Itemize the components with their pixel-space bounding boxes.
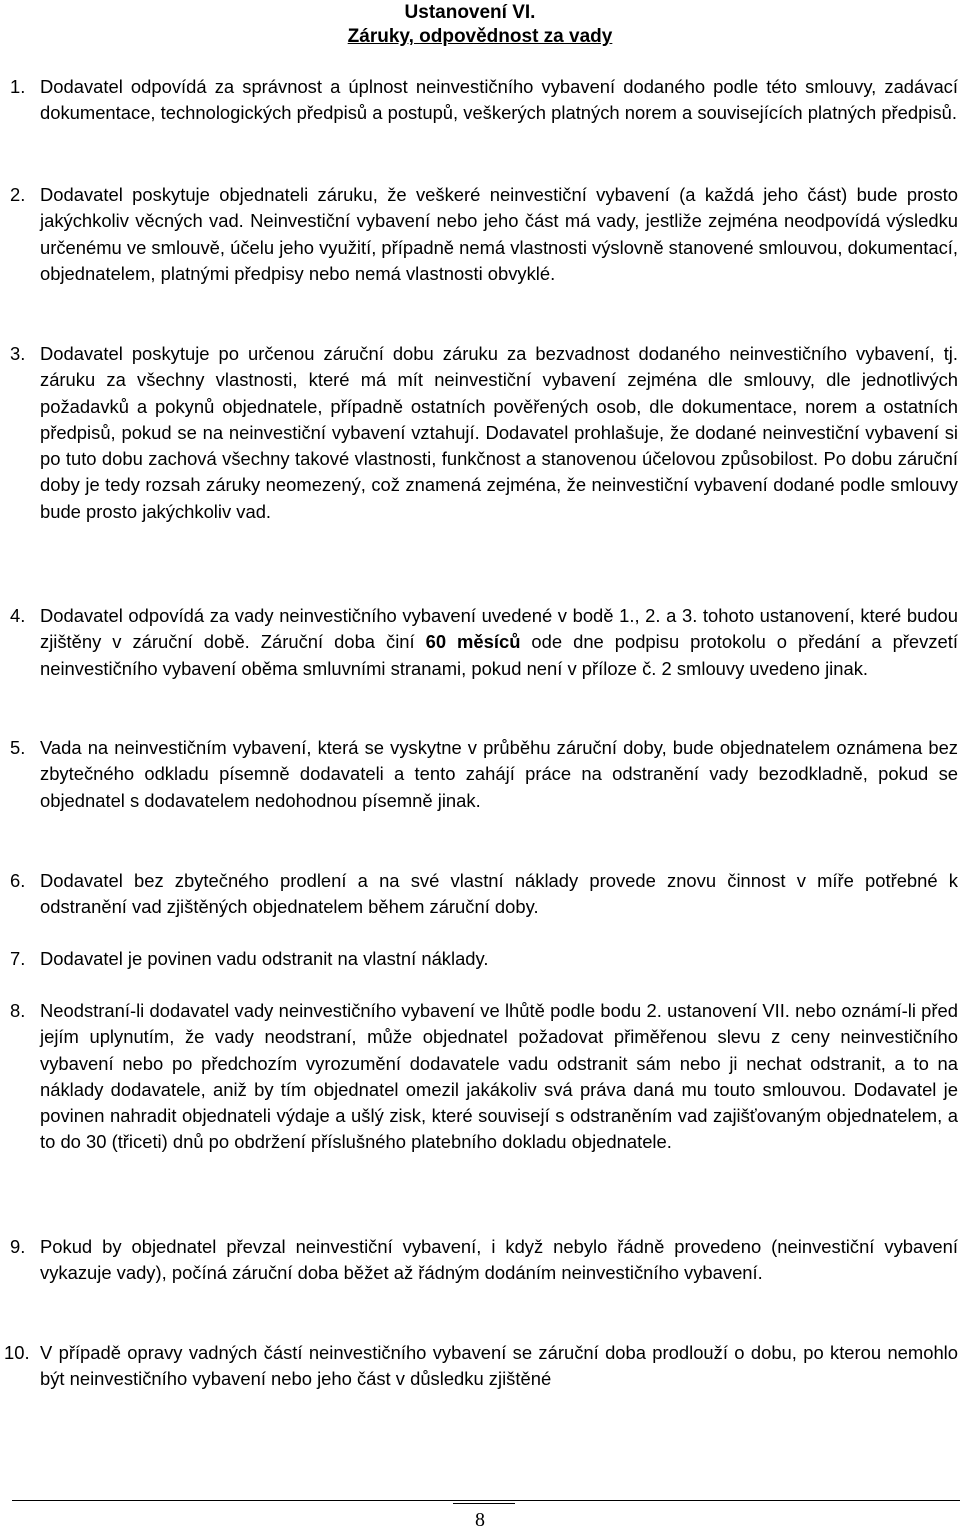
page-number: 8 bbox=[475, 1509, 485, 1531]
paragraph-number: 1. bbox=[10, 76, 26, 97]
section-subheading bbox=[0, 24, 960, 50]
paragraph-2 bbox=[10, 182, 958, 287]
paragraph-text-before: Dodavatel odpovídá za vady neinvestičního vybavení uvedené v bodě 1., 2. a 3. tohoto ustanovení, které budou zjištěny v záruční době. Záruční doba činí bbox=[40, 605, 958, 653]
paragraph-number: 10. bbox=[4, 1342, 30, 1363]
paragraph-text: Neodstraní-li dodavatel vady neinvestičního vybavení ve lhůtě podle bodu 2. ustanovení VII. nebo oznámí-li před jejím uplynutím, že vady neodstraní, může objednatel požadovat přiměřenou slevu z ceny neinvestičního vybavení nebo po předchozím vyrozumění dodavatele vadu odstranit sám nebo ji nechat odstranit, a to na náklady dodavatele, aniž by tím objednatel omezil jakákoliv svá práva daná mu touto smlouvou. Dodavatel je povinen nahradit objednateli výdaje a ušlý zisk, které souvisejí s odstraněním vad zajišťovaným objednatelem, a to do 30 (třiceti) dnů po obdržení příslušného platebního dokladu objednatele. bbox=[40, 1000, 958, 1153]
warranty-period: 60 měsíců bbox=[425, 631, 521, 653]
paragraph-8 bbox=[10, 998, 958, 1156]
paragraph-text: Pokud by objednatel převzal neinvestiční vybavení, i když nebylo řádně provedeno (neinvestiční vybavení vykazuje vady), počíná záruční doba běžet až řádným dodáním neinvestičního vybavení. bbox=[40, 1236, 958, 1284]
section-heading: Ustanovení VI. bbox=[404, 2, 536, 23]
section-subheading-text: Záruky, odpovědnost za vady bbox=[347, 26, 613, 47]
paragraph-5 bbox=[10, 735, 958, 814]
paragraph-number: 6. bbox=[10, 870, 26, 891]
paragraph-text: Vada na neinvestičním vybavení, která se vyskytne v průběhu záruční doby, bude objednatelem oznámena bez zbytečného odkladu písemně dodavateli a tento zahájí práce na odstranění vady bezodkladně, pokud se objednatel s dodavatelem nedohodnou písemně jinak. bbox=[40, 737, 958, 811]
paragraph-number: 3. bbox=[10, 343, 26, 364]
paragraph-9 bbox=[10, 1234, 958, 1287]
paragraph-number: 5. bbox=[10, 737, 26, 758]
paragraph-text: V případě opravy vadných částí neinvestičního vybavení se záruční doba prodlouží o dobu, po kterou nemohlo být neinvestičního vybavení nebo jeho část v důsledku zjištěné bbox=[40, 1342, 958, 1390]
paragraph-text: Dodavatel je povinen vadu odstranit na vlastní náklady. bbox=[40, 948, 489, 969]
paragraph-number: 2. bbox=[10, 184, 26, 205]
paragraph-number: 8. bbox=[10, 1000, 26, 1021]
footer-divider bbox=[12, 1500, 960, 1501]
paragraph-1 bbox=[10, 74, 958, 127]
paragraph-number: 9. bbox=[10, 1236, 26, 1257]
paragraph-text: Dodavatel bez zbytečného prodlení a na své vlastní náklady provede znovu činnost v míře potřebné k odstranění vad zjištěných objednatelem během záruční doby. bbox=[40, 870, 958, 918]
paragraph-text: Dodavatel poskytuje po určenou záruční dobu záruku za bezvadnost dodaného neinvestičního vybavení, tj. záruku za všechny vlastnosti, které má mít neinvestiční vybavení zejména dle smlouvy, dle jednotlivých požadavků a pokynů objednatele, případně ostatních pověřených osob, dle dokumentace, norem a ostatních předpisů, pokud se na neinvestiční vybavení vztahují. Dodavatel prohlašuje, že dodané neinvestiční vybavení si po tuto dobu zachová všechny takové vlastnosti, funkčnost a stanovenou účelovou způsobilost. Po dobu záruční doby je tedy rozsah záruky neomezený, což znamená zejména, že neinvestiční vybavení dodané podle smlouvy bude prosto jakýchkoliv vad. bbox=[40, 343, 958, 522]
page-number-rule bbox=[453, 1503, 515, 1504]
paragraph-6 bbox=[10, 868, 958, 921]
paragraph-text: Dodavatel odpovídá za správnost a úplnost neinvestičního vybavení dodaného podle této smlouvy, zadávací dokumentace, technologických předpisů a postupů, veškerých platných norem a souvisejících platných předpisů. bbox=[40, 76, 958, 124]
paragraph-4 bbox=[10, 603, 958, 682]
paragraph-text-after: ode dne podpisu protokolu o předání a převzetí neinvestičního vybavení oběma smluvními stranami, pokud není v příloze č. 2 smlouvy uvedeno jinak. bbox=[40, 631, 958, 679]
paragraph-text: Dodavatel poskytuje objednateli záruku, že veškeré neinvestiční vybavení (a každá jeho část) bude prosto jakýchkoliv věcných vad. Neinvestiční vybavení nebo jeho část má vady, jestliže zejména neodpovídá výsledku určenému ve smlouvě, účelu jeho využití, případně nemá vlastnosti výslovně stanovené smlouvou, dokumentací, objednatelem, platnými předpisy nebo nemá vlastnosti obvyklé. bbox=[40, 184, 958, 284]
paragraph-3 bbox=[10, 341, 958, 525]
paragraph-7 bbox=[10, 946, 958, 972]
paragraph-number: 7. bbox=[10, 948, 26, 969]
paragraph-number: 4. bbox=[10, 605, 26, 626]
paragraph-10 bbox=[4, 1340, 958, 1393]
